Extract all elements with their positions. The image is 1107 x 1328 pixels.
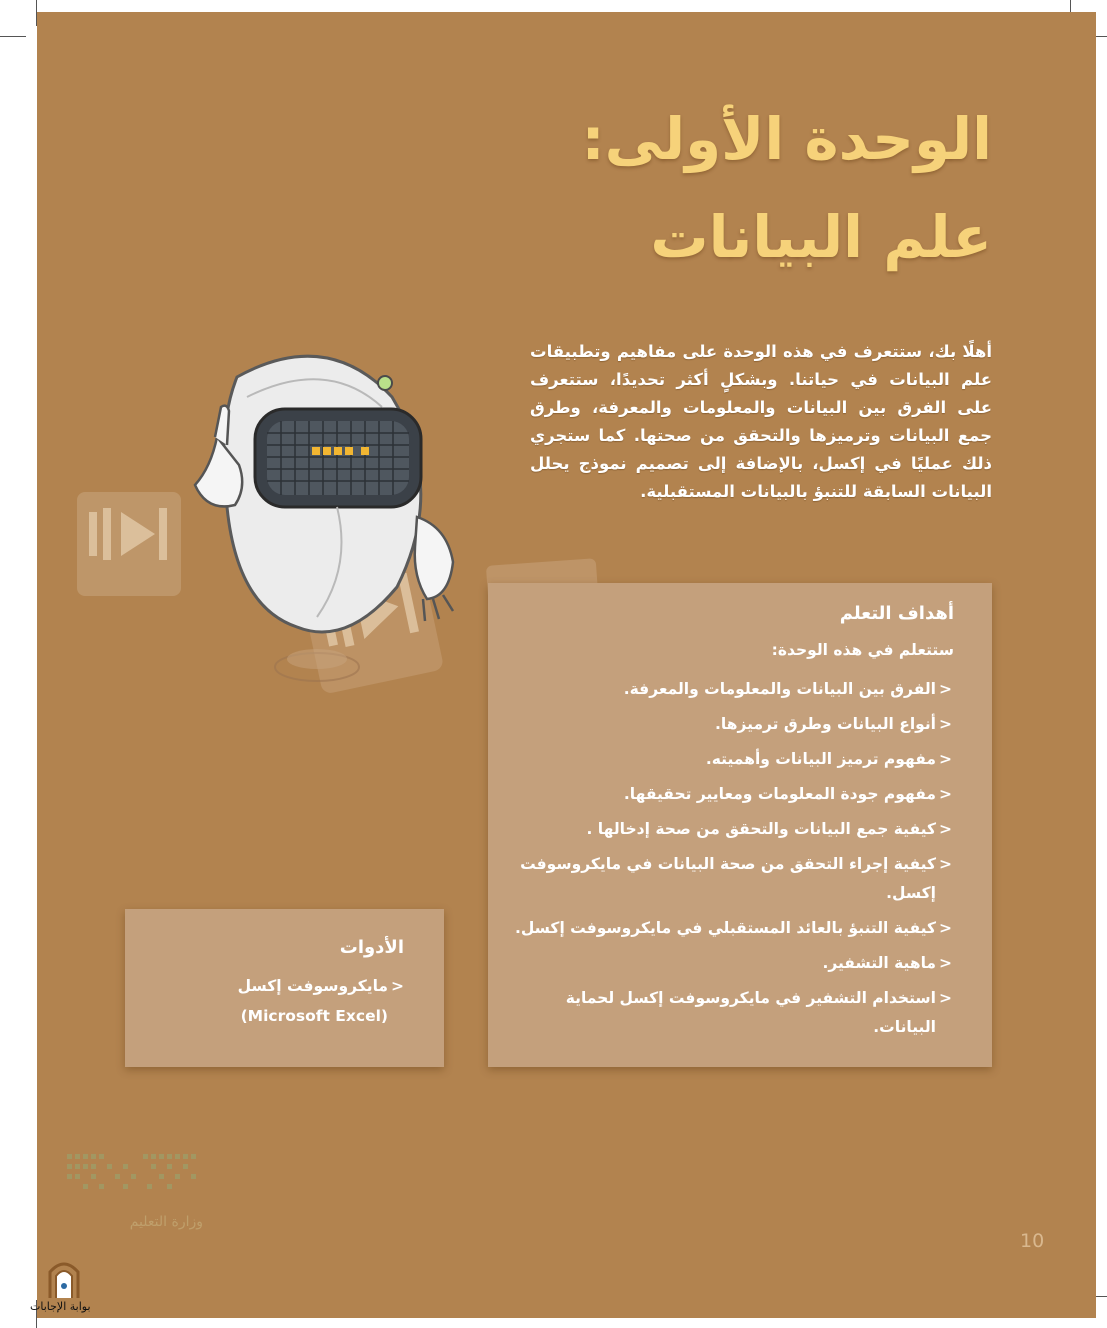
list-item: < مفهوم ترميز البيانات وأهميته.: [512, 745, 952, 774]
intro-paragraph: أهلًا بك، ستتعرف في هذه الوحدة على مفاهيم وتطبيقات علم البيانات في حياتنا. وبشكلٍ أكثر تحديدًا، ستتعرف على الفرق بين البيانات والمعلومات والمعرفة، وطرق جمع البيانات وترميزها والتحقق من صحتها. كما ستجري ذلك عمليًا في إكسل، بالإضافة إلى تصميم نموذج يحلل البيانات السابقة للتنبؤ بالبيانات المستقبلية.: [530, 342, 992, 501]
list-item: < مفهوم جودة المعلومات ومعايير تحقيقها.: [512, 780, 952, 809]
learning-goals-box: [488, 583, 992, 1067]
list-item: < كيفية جمع البيانات والتحقق من صحة إدخالها .: [512, 815, 952, 844]
list-item: < كيفية إجراء التحقق من صحة البيانات في مايكروسوفت إكسل.: [512, 850, 952, 908]
unit-title-line2: علم البيانات: [650, 203, 992, 271]
page: [37, 12, 1096, 1318]
unit-title-line1: الوحدة الأولى:: [581, 105, 992, 173]
ministry-logo-icon: [63, 1148, 203, 1208]
brand-label: بوابة الإجابات: [30, 1300, 91, 1313]
watermark-icon: [75, 490, 185, 600]
learning-goals-subheading: ستتعلم في هذه الوحدة:: [771, 641, 954, 659]
brand-logo: [0, 1254, 110, 1320]
learning-goals-heading: أهداف التعلم: [839, 603, 954, 624]
tools-item: < مايكروسوفت إكسل: [238, 977, 404, 995]
mosque-gate-icon: [44, 1256, 84, 1300]
ministry-label: وزارة التعليم: [129, 1214, 203, 1230]
list-item: < استخدام التشفير في مايكروسوفت إكسل لحماية البيانات.: [512, 984, 952, 1042]
tools-item-english: (Microsoft Excel): [240, 1007, 388, 1025]
page-number: 10: [1020, 1230, 1045, 1252]
unit-title: [292, 90, 992, 286]
list-item: < ماهية التشفير.: [512, 949, 952, 978]
list-item: < أنواع البيانات وطرق ترميزها.: [512, 710, 952, 739]
learning-goals-list: [512, 675, 952, 1048]
list-item: < كيفية التنبؤ بالعائد المستقبلي في مايكروسوفت إكسل.: [512, 914, 952, 943]
robot-illustration-icon: [177, 337, 477, 697]
list-item: < الفرق بين البيانات والمعلومات والمعرفة.: [512, 675, 952, 704]
tools-heading: الأدوات: [339, 937, 404, 958]
crop-mark: [0, 36, 26, 37]
tools-box: [125, 909, 444, 1067]
